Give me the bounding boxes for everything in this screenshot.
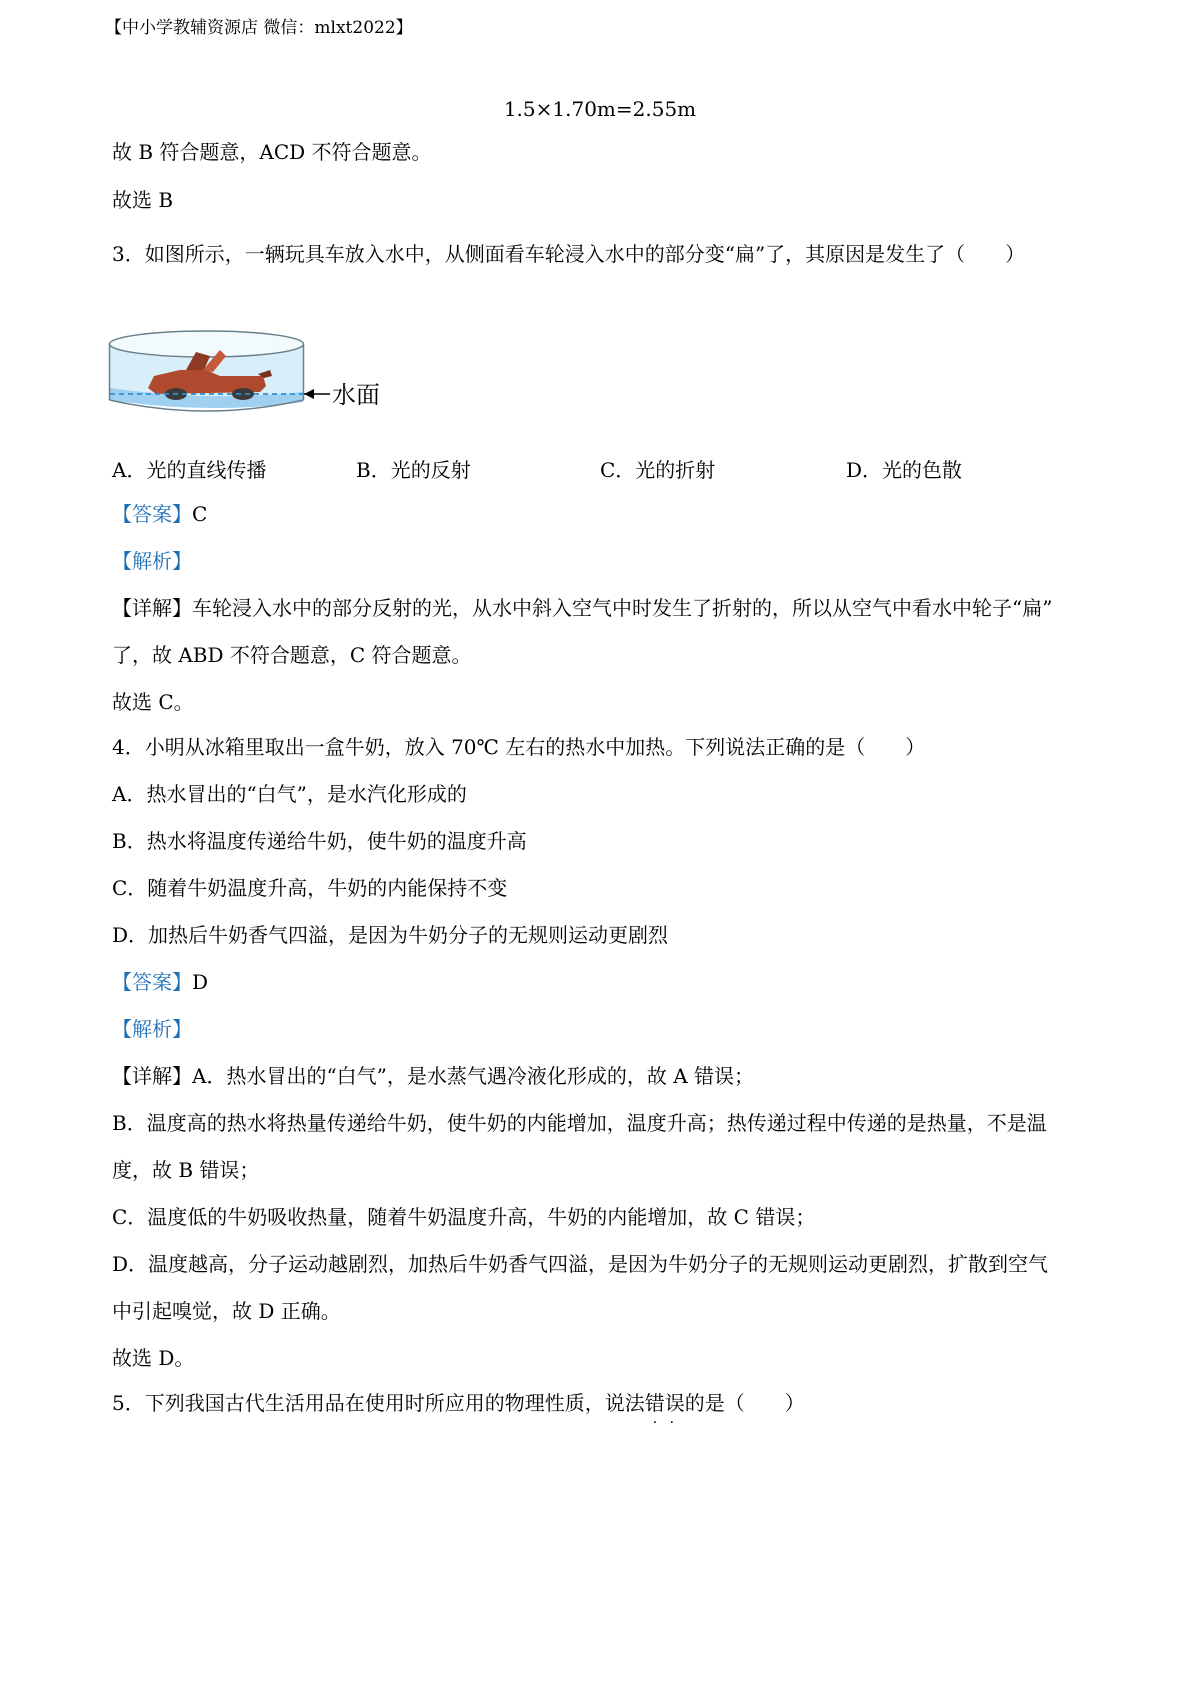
q3-option-b: B．光的反射 bbox=[356, 458, 471, 482]
q5-stem-pre: 5．下列我国古代生活用品在使用时所应用的物理性质，说法 bbox=[112, 1391, 645, 1415]
q4-detail-a bbox=[112, 1062, 1112, 1090]
q3-option-a: A．光的直线传播 bbox=[112, 458, 267, 482]
q4-option-c: C．随着牛奶温度升高，牛奶的内能保持不变 bbox=[112, 876, 508, 900]
q4-detail-c: C．温度低的牛奶吸收热量，随着牛奶温度升高，牛奶的内能增加，故 C 错误； bbox=[112, 1205, 816, 1229]
car-wheel-rear bbox=[232, 388, 254, 400]
q3-option-d: D．光的色散 bbox=[846, 458, 963, 482]
q4-detail-d2: 中引起嗅觉，故 D 正确。 bbox=[112, 1299, 341, 1323]
detail-tag: 【详解】 bbox=[112, 1064, 192, 1088]
q4-option-d: D．加热后牛奶香气四溢，是因为牛奶分子的无规则运动更剧烈 bbox=[112, 923, 669, 947]
toy-car-in-water-figure bbox=[108, 330, 398, 440]
q4-answer bbox=[112, 968, 1112, 996]
answer-value: D bbox=[192, 970, 209, 994]
q4-detail-d1: D．温度越高，分子运动越剧烈，加热后牛奶香气四溢，是因为牛奶分子的无规则运动更剧烈，扩散到空气 bbox=[112, 1252, 1049, 1276]
q4-option-a: A．热水冒出的“白气”，是水汽化形成的 bbox=[112, 782, 467, 806]
q3-choice: 故选 C。 bbox=[112, 690, 194, 714]
detail-text: A．热水冒出的“白气”，是水蒸气遇冷液化形成的，故 A 错误； bbox=[192, 1064, 755, 1088]
prev-conclusion: 故 B 符合题意，ACD 不符合题意。 bbox=[112, 140, 432, 164]
q4-stem: 4．小明从冰箱里取出一盒牛奶，放入 70℃ 左右的热水中加热。下列说法正确的是（ ） bbox=[112, 735, 926, 759]
q4-choice: 故选 D。 bbox=[112, 1346, 195, 1370]
detail-tag: 【详解】 bbox=[112, 596, 192, 620]
q4-detail-b1: B．温度高的热水将热量传递给牛奶，使牛奶的内能增加，温度升高；热传递过程中传递的是热量，不是温 bbox=[112, 1111, 1047, 1135]
water-surface-label: 水面 bbox=[332, 382, 380, 409]
formula: 1.5×1.70m=2.55m bbox=[503, 97, 697, 121]
arrow-head bbox=[304, 389, 314, 399]
answer-tag: 【答案】 bbox=[112, 502, 192, 526]
prev-choice: 故选 B bbox=[112, 188, 174, 212]
q5-stem-post: 的是（ ） bbox=[684, 1391, 805, 1415]
q3-analysis-tag: 【解析】 bbox=[112, 549, 192, 573]
q5-stem bbox=[112, 1389, 1112, 1417]
answer-value: C bbox=[192, 502, 208, 526]
answer-tag: 【答案】 bbox=[112, 970, 192, 994]
watermark: 【中小学教辅资源店 微信：mlxt2022】 bbox=[105, 18, 413, 38]
q3-stem: 3．如图所示，一辆玩具车放入水中，从侧面看车轮浸入水中的部分变“扁”了，其原因是发生了（ ） bbox=[112, 242, 1026, 266]
q3-option-c: C．光的折射 bbox=[600, 458, 716, 482]
detail-text: 车轮浸入水中的部分反射的光，从水中斜入空气中时发生了折射的，所以从空气中看水中轮子“扁” bbox=[192, 596, 1053, 620]
q4-detail-b2: 度，故 B 错误； bbox=[112, 1158, 260, 1182]
q3-answer bbox=[112, 500, 1112, 528]
q3-detail-2: 了，故 ABD 不符合题意，C 符合题意。 bbox=[112, 643, 472, 667]
q3-detail-1 bbox=[112, 594, 1112, 622]
tank-rim bbox=[110, 331, 304, 357]
q4-analysis-tag: 【解析】 bbox=[112, 1017, 192, 1041]
q4-option-b: B．热水将温度传递给牛奶，使牛奶的温度升高 bbox=[112, 829, 527, 853]
q5-stem-emphasis: 错误 · · bbox=[645, 1391, 685, 1415]
